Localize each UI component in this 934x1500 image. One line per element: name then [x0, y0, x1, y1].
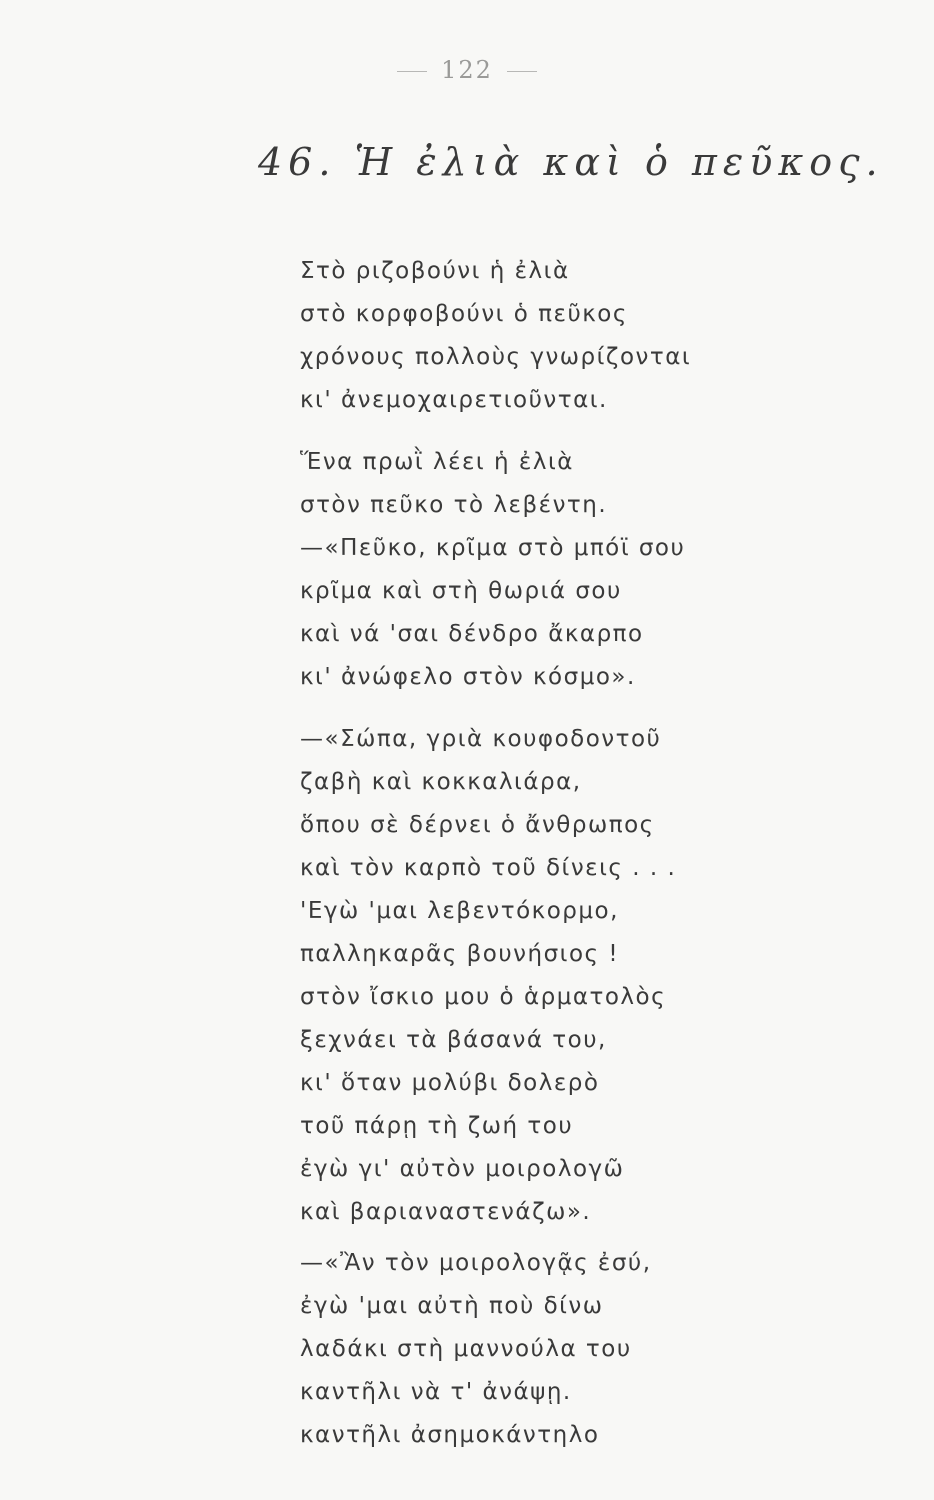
poem-line: καὶ βαριαναστενάζω». [300, 1199, 592, 1225]
poem-line: ἐγὼ 'μαι αὐτὴ ποὺ δίνω [300, 1293, 604, 1319]
poem-line: κι' ἀνεμοχαιρετιοῦνται. [300, 387, 608, 413]
poem-line: —«Πεῦκο, κρῖμα στὸ μπόϊ σου [300, 535, 686, 561]
poem-line: ξεχνάει τὰ βάσανά του, [300, 1027, 607, 1053]
poem-line: —«Ἂν τὸν μοιρολογᾷς ἐσύ, [300, 1250, 652, 1276]
stanza-1 [300, 250, 760, 422]
poem-line: κρῖμα καὶ στὴ θωριά σου [300, 578, 622, 604]
page-number-right-dash [507, 71, 537, 72]
poem-line: κι' ἀνώφελο στὸν κόσμο». [300, 664, 636, 690]
page-number-text: 122 [441, 56, 493, 84]
poem-line: καντῆλι νὰ τ' ἀνάψῃ. [300, 1379, 572, 1405]
poem-line: 'Εγὼ 'μαι λεβεντόκορμο, [300, 898, 619, 924]
page-number-left-dash [397, 71, 427, 72]
poem-title: 46. Ἡ ἐλιὰ καὶ ὁ πεῦκος. [258, 140, 884, 184]
poem-line: Ἕνα πρωῒ λέει ἡ ἐλιὰ [300, 449, 574, 475]
poem-line: στὸν πεῦκο τὸ λεβέντη. [300, 492, 608, 518]
poem-line: στὸ κορφοβούνι ὁ πεῦκος [300, 301, 628, 327]
poem-line: λαδάκι στὴ μαννούλα του [300, 1336, 632, 1362]
poem-line: ἐγὼ γι' αὐτὸν μοιρολογῶ [300, 1156, 625, 1182]
poem-line: —«Σώπα, γριὰ κουφοδοντοῦ [300, 726, 662, 752]
page-number [0, 56, 934, 84]
poem-line: στὸν ἴσκιο μου ὁ ἁρματολὸς [300, 984, 667, 1010]
poem-line: κι' ὅταν μολύβι δολερὸ [300, 1070, 600, 1096]
poem-line: ὅπου σὲ δέρνει ὁ ἄνθρωπος [300, 812, 655, 838]
poem-line: καὶ τὸν καρπὸ τοῦ δίνεις . . . [300, 855, 677, 881]
poem-line: Στὸ ριζοβούνι ἡ ἐλιὰ [300, 258, 570, 284]
poem-line: τοῦ πάρῃ τὴ ζωή του [300, 1113, 574, 1139]
poem-line: ζαβὴ καὶ κοκκαλιάρα, [300, 769, 582, 795]
poem-line: χρόνους πολλοὺς γνωρίζονται [300, 344, 692, 370]
poem-line: καντῆλι ἀσημοκάντηλο [300, 1422, 600, 1448]
stanza-4 [300, 1242, 760, 1457]
stanza-3 [300, 718, 760, 1234]
poem-line: καὶ νά 'σαι δένδρο ἄκαρπο [300, 621, 644, 647]
poem-line: παλληκαρᾶς βουνήσιος ! [300, 941, 620, 967]
stanza-2 [300, 441, 760, 699]
